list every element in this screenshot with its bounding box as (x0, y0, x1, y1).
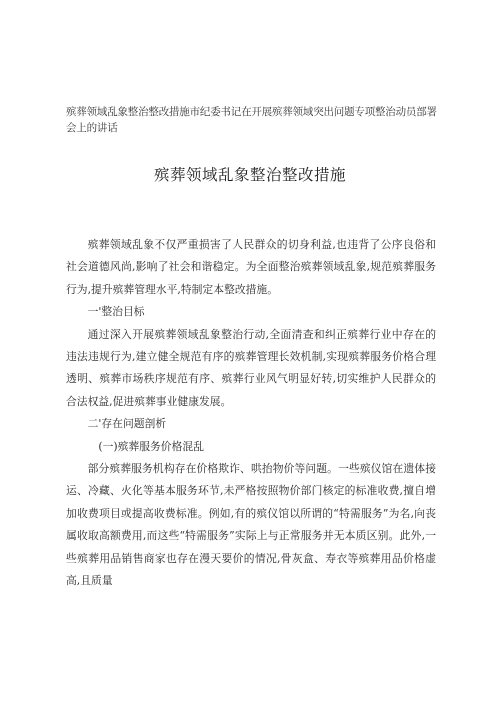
goals-paragraph: 通过深入开展殡葬领域乱象整治行动,全面清查和纠正殡葬行业中存在的违法违规行为,建立健全规范有序的殡葬管理长效机制,实现殡葬服务价格合理透明、殡葬市场秩序规范有序、殡葬行业风气明显好转,切实维护人民群众的合法权益,促进殡葬事业健康发展。 (66, 327, 436, 408)
document-header-line: 殡葬领域乱象整治整改措施市纪委书记在开展殡葬领域突出问题专项整治动员部署会上的讲话 (66, 106, 437, 134)
document-body (66, 234, 436, 593)
section-heading-goals: 一'整治目标 (87, 305, 145, 319)
document-title: 殡葬领域乱象整治整改措施 (153, 166, 346, 184)
section-heading-problems: 二'存在问题剖析 (87, 417, 167, 431)
subsection-heading-pricing: (一)殡葬服务价格混乱 (98, 439, 204, 453)
pricing-paragraph: 部分殡葬服务机构存在价格欺诈、哄抬物价等问题。一些殡仪馆在遗体接运、冷藏、火化等基本服务环节,未严格按照物价部门核定的标准收费,擅自增加收费项目或提高收费标准。例如,有的殡仪馆以所谓的“特需服务”为名,向丧属收取高额费用,而这些“特需服务”实际上与正常服务并无本质区别。此外,一些殡葬用品销售商家也存在漫天要价的情况,骨灰盒、寿衣等殡葬用品价格虚高,且质量 (66, 462, 436, 588)
intro-paragraph: 殡葬领域乱象不仅严重损害了人民群众的切身利益,也违背了公序良俗和社会道德风尚,影响了社会和谐稳定。为全面整治殡葬领域乱象,规范殡葬服务行为,提升殡葬管理水平,特制定本整改措施。 (66, 238, 436, 296)
